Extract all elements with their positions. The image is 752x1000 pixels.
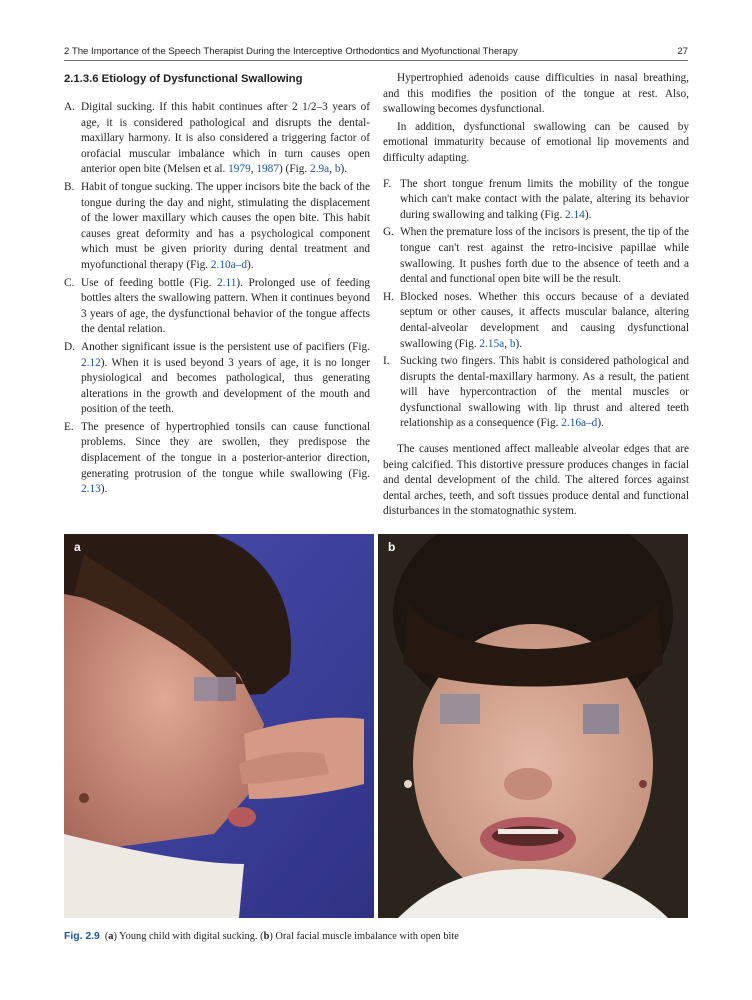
list-letter: D.	[64, 340, 75, 353]
figure-link[interactable]: 2.15a	[479, 337, 505, 350]
item-e-end: ).	[100, 483, 108, 496]
separator: ,	[329, 163, 335, 176]
list-text	[400, 290, 689, 352]
spacer	[383, 434, 689, 442]
item-a-mid: ) (Fig.	[278, 163, 311, 176]
list-text	[81, 180, 370, 274]
list-letter: I.	[383, 355, 390, 368]
list-letter: E.	[64, 420, 74, 433]
list-item-h	[383, 290, 689, 352]
list-item-a	[64, 100, 370, 178]
caption-open: (	[104, 931, 109, 942]
list-item-b	[64, 180, 370, 274]
list-letter: B.	[64, 180, 75, 193]
item-a-text: Digital sucking. If this habit continues after 2 1/2–3 years of age, it is considered pathological and disrupts the dental-maxillary harmony. It is also considered a triggering factor of orofacial muscular imbalance which in turn causes open anterior open bite (Melsen et al.	[81, 101, 370, 176]
photo-panel-a	[64, 534, 374, 918]
item-f-end: ).	[584, 208, 592, 221]
item-b-end: ).	[246, 258, 254, 271]
item-i-text: Sucking two fingers. This habit is considered pathological and disrupts the dental-maxillary harmony. As a result, the patient will have hypercontraction of the mental muscles or dysfunctional swallowing with lip thrust and altered teeth relationship as a consequence (Fig.	[400, 355, 689, 430]
paragraph: In addition, dysfunctional swallowing can be caused by emotional immaturity because of emotional lip movements and difficulty adapting.	[383, 120, 689, 164]
item-b-text: Habit of tongue sucking. The upper incisors bite the back of the tongue during the day and night, stimulating the displacement of the lower maxillary which causes the open bite. This habit causes great deformity and has a psychological component which must be given priority during dental treatment and myofunctional therapy (Fig.	[81, 180, 370, 271]
paragraph: Hypertrophied adenoids cause difficulties in nasal breathing, and this modifies the position of the tongue at rest. Also, swallowing becomes dysfunctional.	[383, 72, 689, 116]
figure-link[interactable]: 2.12	[81, 356, 101, 369]
child-digital-sucking-photo	[64, 534, 374, 918]
caption-panel-a: a	[108, 931, 114, 942]
running-header	[64, 42, 688, 60]
list-item-d	[64, 340, 370, 418]
caption-label: Fig. 2.9	[64, 931, 100, 942]
closing-paragraph: The causes mentioned affect malleable alveolar edges that are being calcified. This distortive pressure produces changes in facial and dental development of the child. The altered forces against dental arches, teeth, and soft tissues produce dental and functional disturbances in the stomatognathic system.	[383, 443, 689, 518]
figure-link[interactable]: 2.13	[81, 483, 101, 496]
list-text	[81, 100, 370, 178]
list-letter: G.	[383, 226, 394, 239]
item-d-pre: Another significant issue is the persistent use of pacifiers (Fig.	[81, 340, 370, 353]
list-text: When the premature loss of the incisors is present, the tip of the tongue can't rest against the retro-incisive papillae while swallowing. It pushes forth due to the absence of teeth and a dental and functional open bite will be the result.	[400, 226, 689, 286]
list-text	[400, 354, 689, 432]
figure-caption	[64, 930, 688, 944]
list-item-c	[64, 276, 370, 338]
figure-link[interactable]: 2.14	[565, 208, 585, 221]
photo-panel-b	[378, 534, 688, 918]
left-column	[64, 70, 370, 500]
figure-link[interactable]: 2.10a–d	[210, 258, 247, 271]
figure-link[interactable]: 2.9a	[310, 163, 330, 176]
panel-label-b: b	[388, 540, 396, 554]
right-column	[383, 70, 689, 522]
separator: ,	[504, 337, 510, 350]
item-d-text: ). When it is used beyond 3 years of age, it is no longer physiological and becomes pathological, thus generating alterations in the growth and development of the mouth and position of the teeth.	[81, 356, 370, 416]
item-c-text: ). Prolonged use of feeding bottles alters the swallowing pattern. When it continues beyond 3 years of age, the dysfunctional behavior of the tongue affects the dental relation.	[81, 276, 370, 336]
item-i-end: ).	[597, 417, 604, 430]
figure-link[interactable]: b	[509, 337, 516, 350]
item-f-text: The short tongue frenum limits the mobility of the tongue which can't make contact with the palate, altering its behavior during swallowing and talking (Fig.	[400, 177, 689, 221]
list-item-g	[383, 225, 689, 287]
list-letter: C.	[64, 276, 75, 289]
figure-2-9	[64, 534, 688, 918]
item-h-text: Blocked noses. Whether this occurs because of a deviated septum or other causes, it affects muscular balance, altering dental-alveolar development and causing dysfunctional swallowing (Fig.	[400, 290, 689, 350]
list-text	[81, 340, 370, 418]
running-title: 2 The Importance of the Speech Therapist During the Interceptive Orthodontics and Myofunctional Therapy	[64, 45, 518, 57]
citation-link[interactable]: 1979	[228, 163, 251, 176]
header-rule	[64, 60, 688, 61]
citation-link[interactable]: 1987	[256, 163, 279, 176]
caption-text-a: ) Young child with digital sucking. (	[113, 931, 264, 942]
child-open-bite-photo	[378, 534, 688, 918]
list-letter: H.	[383, 290, 394, 303]
item-c-pre: Use of feeding bottle (Fig.	[81, 276, 218, 289]
list-item-f	[383, 177, 689, 224]
figure-link[interactable]: 2.16a–d	[561, 417, 598, 430]
list-item-i	[383, 354, 689, 432]
page-number: 27	[677, 45, 688, 57]
figure-link[interactable]: b	[334, 163, 341, 176]
item-h-end: ).	[515, 337, 523, 350]
item-a-end: ).	[340, 163, 348, 176]
list-letter: F.	[383, 177, 392, 190]
caption-text-b: ) Oral facial muscle imbalance with open bite	[269, 931, 459, 942]
list-text	[400, 177, 689, 224]
figure-link[interactable]: 2.11	[217, 276, 237, 289]
spacer	[383, 169, 689, 177]
list-item-e	[64, 420, 370, 498]
list-text	[81, 420, 370, 498]
list-text	[81, 276, 370, 338]
item-e-text: The presence of hypertrophied tonsils can cause functional problems. Since they are swollen, they predispose the displacement of the tongue in a posterior-anterior direction, generating protrusion of the tongue while swallowing (Fig.	[81, 420, 370, 480]
section-title: 2.1.3.6 Etiology of Dysfunctional Swallowing	[64, 73, 303, 85]
separator: ,	[250, 163, 257, 176]
list-letter: A.	[64, 101, 75, 113]
panel-label-a: a	[74, 540, 81, 554]
caption-panel-b: b	[263, 931, 270, 942]
